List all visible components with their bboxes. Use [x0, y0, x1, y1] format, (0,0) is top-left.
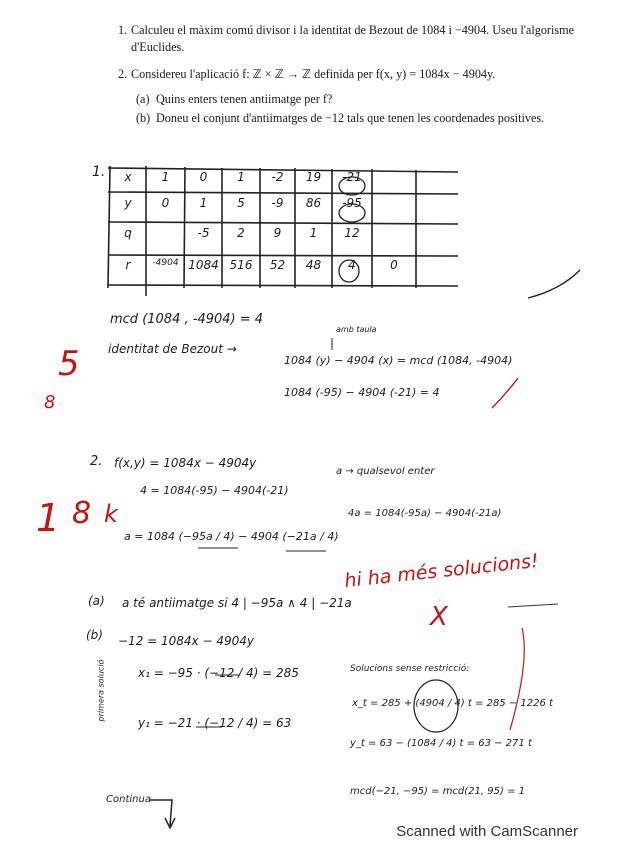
mcd-second: mcd(−21, −95) = mcd(21, 95) = 1	[350, 786, 525, 797]
part-a-text: a té antiimatge si 4 | −95a ∧ 4 | −21a	[122, 596, 352, 610]
bezout-line1: 4 = 1084(-95) − 4904(-21)	[140, 484, 289, 497]
table-section-label: 1.	[92, 164, 106, 180]
grader-comment: hi ha més solucions!	[343, 549, 540, 593]
bezout-label: identitat de Bezout →	[108, 342, 237, 356]
table-cell: 4	[348, 258, 356, 272]
q2-label: 2.	[90, 454, 103, 469]
table-cell: -95	[342, 196, 362, 210]
table-cell: 1	[309, 226, 318, 240]
f-definition: f(x,y) = 1084x − 4904y	[114, 456, 257, 470]
grade-q2-mark-a: 8	[72, 496, 92, 531]
x1-solution: x₁ = −95 · (−12 / 4) = 285	[138, 666, 299, 680]
question-2a-number: (a)	[136, 92, 150, 106]
table-cell: -2	[271, 170, 284, 184]
table-cell: -5	[197, 226, 210, 240]
table-cell: 0	[199, 170, 208, 184]
table-cell: 1	[199, 196, 208, 210]
table-cell: 9	[273, 226, 282, 240]
table-cell: 48	[305, 258, 322, 272]
grade-q1-score: 5	[58, 344, 80, 384]
part-a-label: (a)	[88, 594, 105, 608]
table-cell: 86	[305, 196, 322, 210]
general-solution-label: Solucions sense restricció:	[350, 664, 470, 674]
part-b-label: (b)	[86, 628, 103, 642]
question-1-text: Calculeu el màxim comú divisor i la identitat de Bezout de 1084 i −4904. Useu l'algorisme d'Euclides.	[131, 23, 574, 54]
y1-solution: y₁ = −21 · (−12 / 4) = 63	[138, 716, 292, 730]
mcd-result: mcd (1084 , -4904) = 4	[110, 312, 264, 327]
question-2b-text: Doneu el conjunt d'antiimatges de −12 tals que tenen les coordenades positives.	[156, 111, 545, 125]
table-cell: 12	[344, 226, 360, 240]
scanner-watermark: Scanned with CamScanner	[396, 823, 578, 840]
question-1-number: 1.	[118, 23, 128, 37]
grade-q2-score: 1	[36, 496, 61, 540]
question-2b-number: (b)	[136, 111, 151, 125]
question-2a-text: Quins enters tenen antiimatge per f?	[156, 92, 333, 106]
table-cell: 52	[269, 258, 286, 272]
table-cell: -21	[342, 170, 362, 184]
bezout-line1b: 4a = 1084(-95a) − 4904(-21a)	[348, 508, 502, 519]
question-2-text: Considereu l'aplicació f: ℤ × ℤ → ℤ definida per f(x, y) = 1084x − 4904y.	[131, 67, 496, 81]
grade-q1-mark: 8	[44, 392, 56, 413]
table-cell: 0	[390, 258, 398, 272]
table-cell: -4904	[152, 258, 179, 268]
grade-q2-mark-b: k	[104, 500, 118, 528]
table-cell: -9	[271, 196, 284, 210]
table-cell: 2	[237, 226, 245, 240]
bezout-result: 1084 (-95) − 4904 (-21) = 4	[284, 386, 440, 399]
any-integer-note: a → qualsevol enter	[336, 466, 435, 477]
table-cell: 0	[161, 196, 170, 210]
bezout-line2: a = 1084 (−95a / 4) − 4904 (−21a / 4)	[124, 530, 339, 543]
table-cell: 1084	[188, 258, 219, 272]
table-cell: 5	[237, 196, 245, 210]
xt-general: x_t = 285 + (4904 / 4) t = 285 − 1226 t	[352, 698, 553, 709]
part-a-mark: X	[430, 602, 448, 632]
first-solution-label: primera solució	[96, 659, 106, 722]
table-cell: 19	[305, 170, 322, 184]
table-cell: 1	[161, 170, 170, 184]
question-2-number: 2.	[118, 67, 128, 81]
table-cell: 1	[237, 170, 245, 184]
part-b-equation: −12 = 1084x − 4904y	[118, 634, 254, 648]
yt-general: y_t = 63 − (1084 / 4) t = 63 − 271 t	[350, 738, 532, 749]
continua-note: Continua	[106, 794, 151, 805]
bezout-equation: 1084 (y) − 4904 (x) = mcd (1084, -4904)	[284, 354, 513, 367]
table-row-head: x	[124, 170, 132, 184]
table-note: amb taula	[336, 325, 377, 334]
table-row-head: q	[124, 226, 132, 240]
table-cell: 516	[229, 258, 253, 272]
table-row-head: y	[124, 196, 132, 210]
table-row-head: r	[125, 258, 131, 272]
